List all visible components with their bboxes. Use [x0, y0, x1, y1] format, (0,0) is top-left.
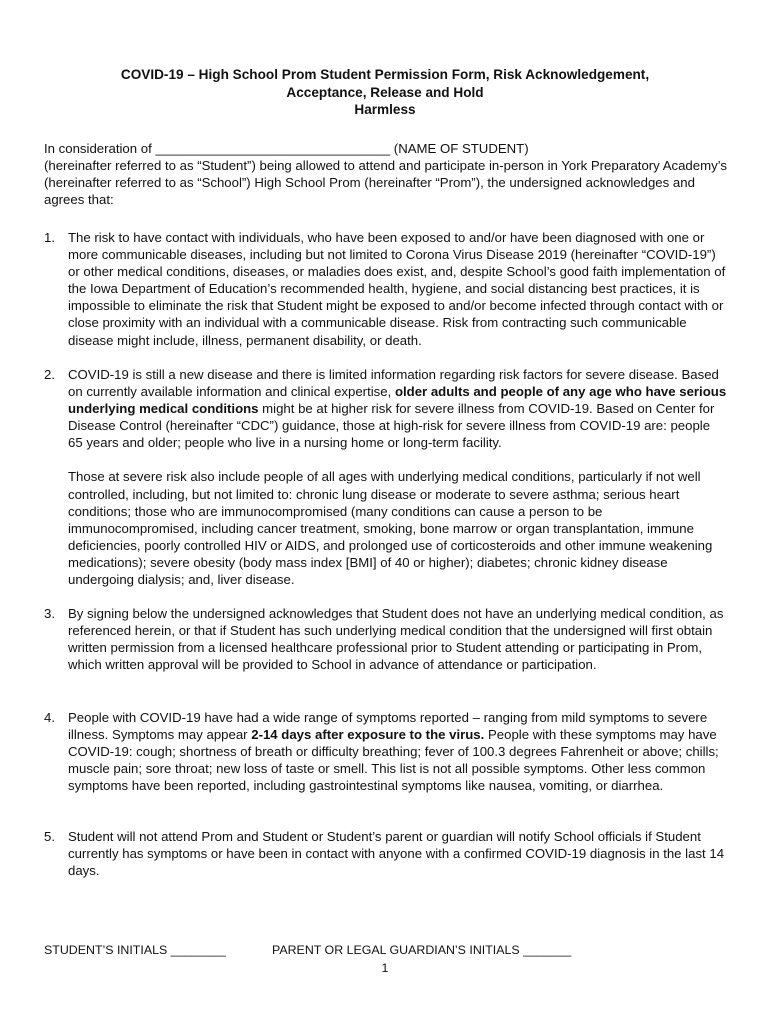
item-text-part: People with these symptoms may have COVID-19: cough; shortness of breath or difficulty breathing; fever of 100.3 degrees Fahrenheit or above; chills; muscle pain; sore throat; new loss of taste or smell. This list is not all possible symptoms. Other less common symptoms have been reported, including gastrointestinal symptoms like nausea, vomiting, or diarrhea. [68, 727, 719, 794]
item-number: 4. [44, 710, 55, 725]
item-number: 3. [44, 606, 55, 621]
item-text [68, 709, 728, 794]
item-bold-text: older adults and people of any age who have serious underlying medical conditions [68, 384, 727, 417]
page-number: 1 [381, 961, 389, 975]
intro-paragraph [44, 140, 734, 208]
item-number: 2. [44, 367, 55, 382]
title-line-2: Acceptance, Release and Hold [286, 84, 484, 100]
item-text-part: might be at higher risk for severe illness from COVID-19. Based on Center for Disease Control (hereinafter “CDC”) guidance, those at high-risk for severe illness from COVID-19 are: people 65 years and older; people who live in a nursing home or long-term facility. [68, 401, 715, 451]
item-bold-text: 2-14 days after exposure to the virus. [251, 727, 485, 743]
form-title [40, 66, 730, 119]
title-line-1: COVID-19 – High School Prom Student Permission Form, Risk Acknowledgement, [120, 67, 650, 82]
list-item [44, 366, 728, 588]
student-initials-field[interactable]: STUDENT’S INITIALS ________ [44, 943, 226, 957]
item-paragraph-2: Those at severe risk also include people of all ages with underlying medical conditions, particularly if not well controlled, including, but not limited to: chronic lung disease or moderate to severe asthma; serious heart conditions; those who are immunocompromised (many conditions can cause a person to be immunocompromised, including cancer treatment, smoking, bone marrow or organ transplantation, immune deficiencies, poorly controlled HIV or AIDS, and prolonged use of corticosteroids and other immune weakening medications); severe obesity (body mass index [BMI] of 40 or higher); diabetes; chronic kidney disease undergoing dialysis; and, liver disease. [68, 469, 713, 588]
parent-initials-field[interactable]: PARENT OR LEGAL GUARDIAN’S INITIALS _______ [272, 943, 572, 957]
list-item [44, 828, 728, 879]
title-line-3: Harmless [354, 102, 416, 117]
item-number: 5. [44, 829, 55, 844]
intro-body: (hereinafter referred to as “Student”) being allowed to attend and participate in-person in York Preparatory Academy’s (hereinafter referred to as “School”) High School Prom (hereinafter “Prom”), the undersigned acknowledges and agrees that: [44, 158, 727, 208]
list-item [44, 229, 728, 349]
intro-prefix: In consideration of [44, 141, 156, 156]
item-text: Student will not attend Prom and Student or Student’s parent or guardian will notify School officials if Student currently has symptoms or have been in contact with anyone with a confirmed COVID-19 diagnosis in the last 14 days. [68, 829, 725, 879]
student-name-line [44, 140, 734, 157]
item-text-part: People with COVID-19 have had a wide range of symptoms reported – ranging from mild symptoms to severe illness. Symptoms may appear [68, 710, 708, 743]
item-text-part: COVID-19 is still a new disease and there is limited information regarding risk factors for severe disease. Based on currently available information and clinical expertise, [68, 367, 719, 400]
item-text: The risk to have contact with individuals, who have been exposed to and/or have been diagnosed with one or more communicable diseases, including but not limited to Corona Virus Disease 2019 (hereinafter “COVID-19”) or other medical conditions, diseases, or maladies does exist, and, despite School’s good faith implementation of the Iowa Department of Education’s recommended health, hygiene, and social distancing best practices, it is impossible to eliminate the risk that Student might be exposed to and/or become infected through contact with or close proximity with an individual with a communicable disease. Risk from contracting such communicable disease might include, illness, permanent disability, or death. [68, 230, 726, 348]
list-item [44, 709, 728, 794]
item-text [68, 366, 728, 451]
item-text: By signing below the undersigned acknowledges that Student does not have an underlying medical condition, as referenced herein, or that if Student has such underlying medical condition that the undersigned will first obtain written permission from a licensed healthcare professional prior to Student attending or participating in Prom, which written approval will be provided to School in advance of attendance or participation. [68, 606, 724, 673]
student-name-blank[interactable]: ________________________________ [155, 141, 391, 156]
intro-name-label: (NAME OF STUDENT) [390, 141, 529, 156]
item-number: 1. [44, 230, 55, 245]
list-item [44, 605, 728, 673]
